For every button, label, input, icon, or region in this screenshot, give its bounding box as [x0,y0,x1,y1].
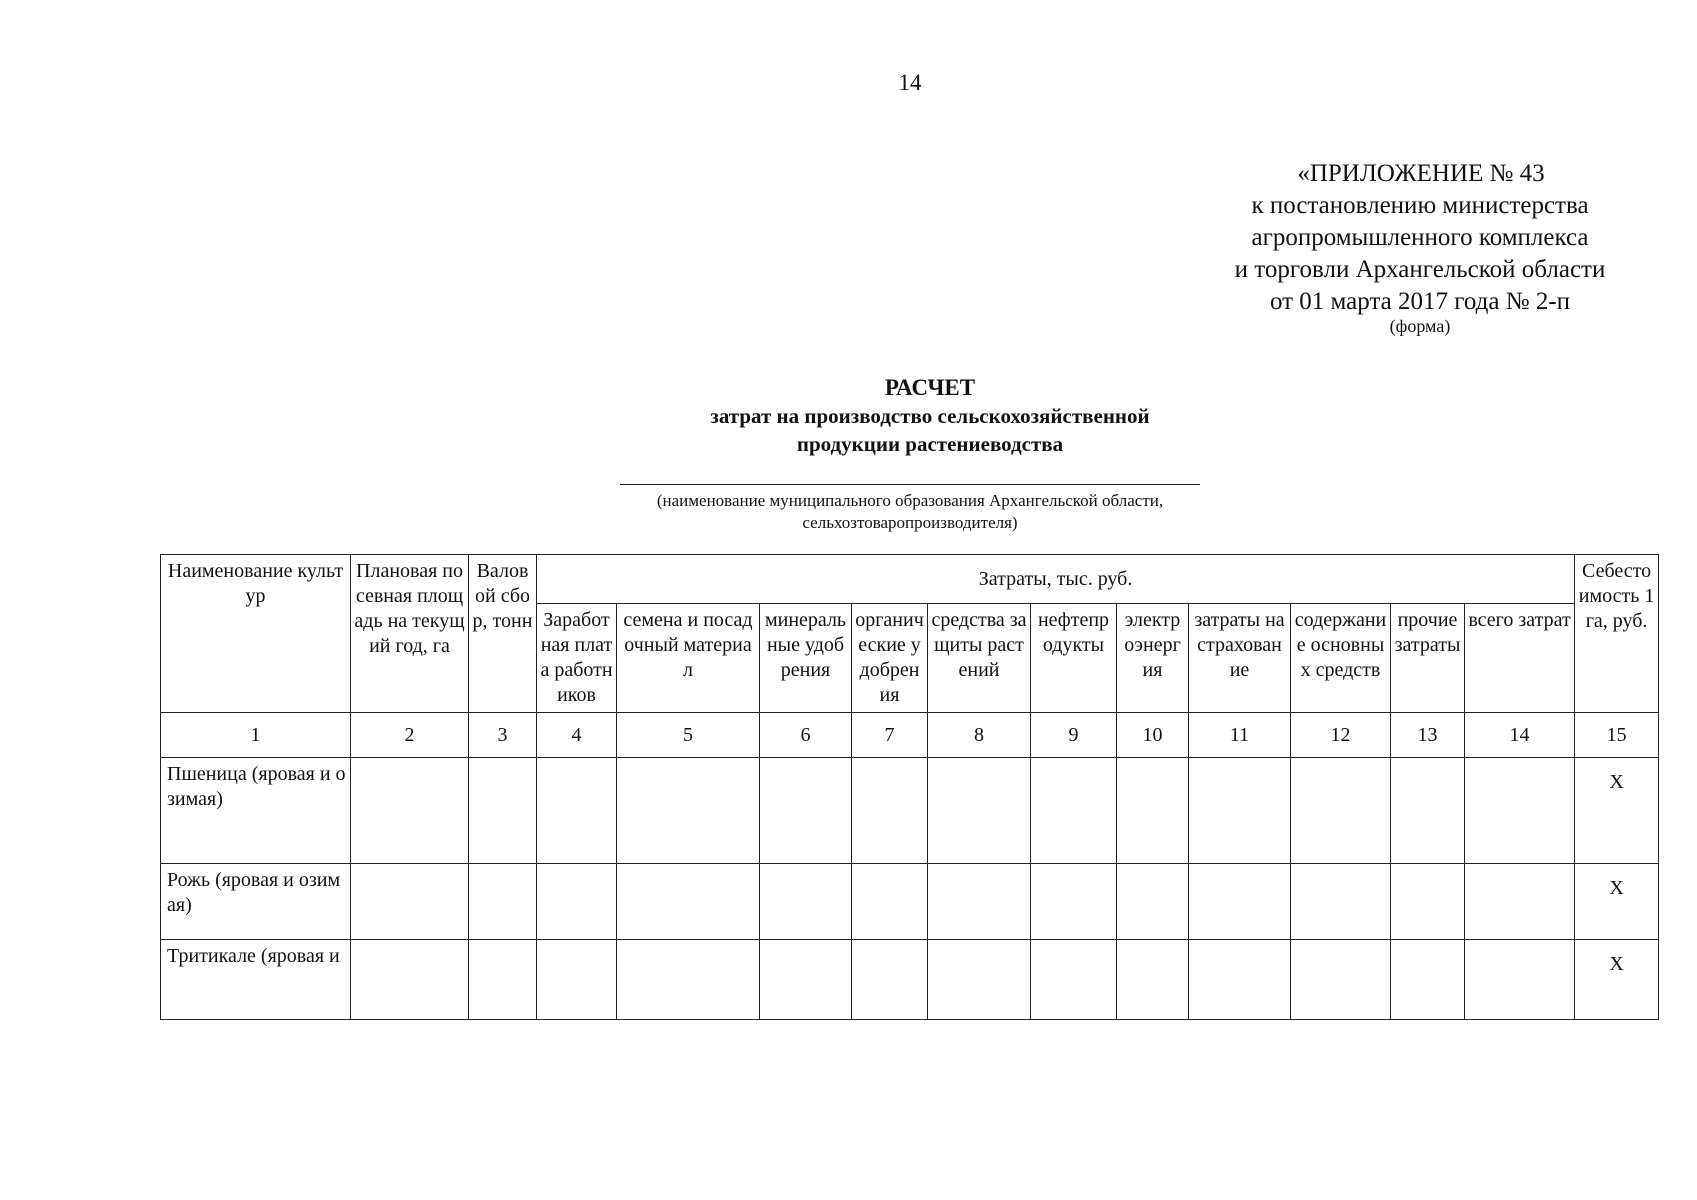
header-cost-col: средства защиты растений [928,604,1031,713]
column-number: 8 [928,713,1031,758]
data-cell[interactable] [1189,940,1291,1020]
data-cell[interactable] [537,758,617,864]
data-cell[interactable] [928,940,1031,1020]
cost-price-cell: Х [1575,864,1659,940]
data-cell[interactable] [617,864,760,940]
column-number: 5 [617,713,760,758]
data-cell[interactable] [1117,758,1189,864]
column-number-row [161,713,1659,758]
column-number: 6 [760,713,852,758]
table-row [161,864,1659,940]
appendix-line: к постановлению министерства [1251,192,1589,219]
column-number: 15 [1575,713,1659,758]
column-number: 4 [537,713,617,758]
header-cost-col: нефтепродукты [1031,604,1117,713]
appendix-date: от 01 марта 2017 года № 2-п [1269,288,1571,315]
crop-name: Рожь (яровая и озимая) [161,864,351,940]
title-main: РАСЧЕТ [884,375,976,400]
data-cell[interactable] [537,940,617,1020]
column-number: 2 [351,713,469,758]
data-cell[interactable] [1189,864,1291,940]
caption-line: (наименование муниципального образования Архангельской области, [656,491,1164,510]
column-number: 14 [1465,713,1575,758]
data-cell[interactable] [469,940,537,1020]
column-number: 1 [161,713,351,758]
crop-name: Тритикале (яровая и [161,940,351,1020]
header-cost-col: электроэнергия [1117,604,1189,713]
fill-in-line [620,484,1200,485]
title-sub: продукции растениеводства [796,432,1064,456]
header-cost-price: Себестоимость 1 га, руб. [1575,555,1659,713]
data-cell[interactable] [351,940,469,1020]
data-cell[interactable] [617,758,760,864]
header-cost-col: семена и посадочный материал [617,604,760,713]
cost-table [160,554,1659,1020]
header-cost-col: Заработная плата работников [537,604,617,713]
appendix-line: агропромышленного комплекса [1251,224,1589,251]
form-note: (форма) [1389,316,1451,336]
data-cell[interactable] [469,758,537,864]
header-cost-col: всего затрат [1465,604,1575,713]
appendix-line: и торговли Архангельской области [1234,256,1606,283]
data-cell[interactable] [852,758,928,864]
header-cost-col: минеральные удобрения [760,604,852,713]
cost-price-cell: Х [1575,940,1659,1020]
header-harvest: Валовой сбор, тонн [469,555,537,713]
data-cell[interactable] [928,758,1031,864]
column-number: 3 [469,713,537,758]
column-number: 10 [1117,713,1189,758]
header-cost-col: содержание основных средств [1291,604,1391,713]
title-sub: затрат на производство сельскохозяйственной [710,404,1150,428]
document-title [600,374,1260,458]
appendix-title: «ПРИЛОЖЕНИЕ № 43 [1297,160,1545,187]
data-cell[interactable] [1391,758,1465,864]
data-cell[interactable] [1291,940,1391,1020]
fill-in-caption [600,490,1220,534]
data-cell[interactable] [760,758,852,864]
data-cell[interactable] [1291,758,1391,864]
header-row [161,555,1659,604]
data-cell[interactable] [537,864,617,940]
data-cell[interactable] [1189,758,1291,864]
column-number: 13 [1391,713,1465,758]
data-cell[interactable] [1465,864,1575,940]
data-cell[interactable] [469,864,537,940]
data-cell[interactable] [1117,864,1189,940]
data-cell[interactable] [1031,940,1117,1020]
data-cell[interactable] [852,864,928,940]
data-cell[interactable] [760,940,852,1020]
appendix-block [1180,158,1660,336]
crop-name: Пшеница (яровая и озимая) [161,758,351,864]
table-row [161,940,1659,1020]
data-cell[interactable] [617,940,760,1020]
data-cell[interactable] [852,940,928,1020]
header-cost-col: затраты на страхование [1189,604,1291,713]
column-number: 9 [1031,713,1117,758]
data-cell[interactable] [760,864,852,940]
column-number: 11 [1189,713,1291,758]
column-number: 7 [852,713,928,758]
caption-line: сельхозтоваропроизводителя) [802,513,1018,532]
header-crop: Наименование культур [161,555,351,713]
column-number: 12 [1291,713,1391,758]
data-cell[interactable] [1117,940,1189,1020]
header-cost-col: прочие затраты [1391,604,1465,713]
data-cell[interactable] [1291,864,1391,940]
data-cell[interactable] [1465,758,1575,864]
page-number: 14 [898,70,922,95]
data-cell[interactable] [1391,864,1465,940]
table-row [161,758,1659,864]
cost-price-cell: Х [1575,758,1659,864]
data-cell[interactable] [1391,940,1465,1020]
header-area: Плановая посевная площадь на текущий год, га [351,555,469,713]
data-cell[interactable] [1465,940,1575,1020]
data-cell[interactable] [351,758,469,864]
data-cell[interactable] [351,864,469,940]
data-cell[interactable] [1031,758,1117,864]
data-cell[interactable] [928,864,1031,940]
data-cell[interactable] [1031,864,1117,940]
header-costs-group: Затраты, тыс. руб. [537,555,1575,604]
header-cost-col: органические удобрения [852,604,928,713]
